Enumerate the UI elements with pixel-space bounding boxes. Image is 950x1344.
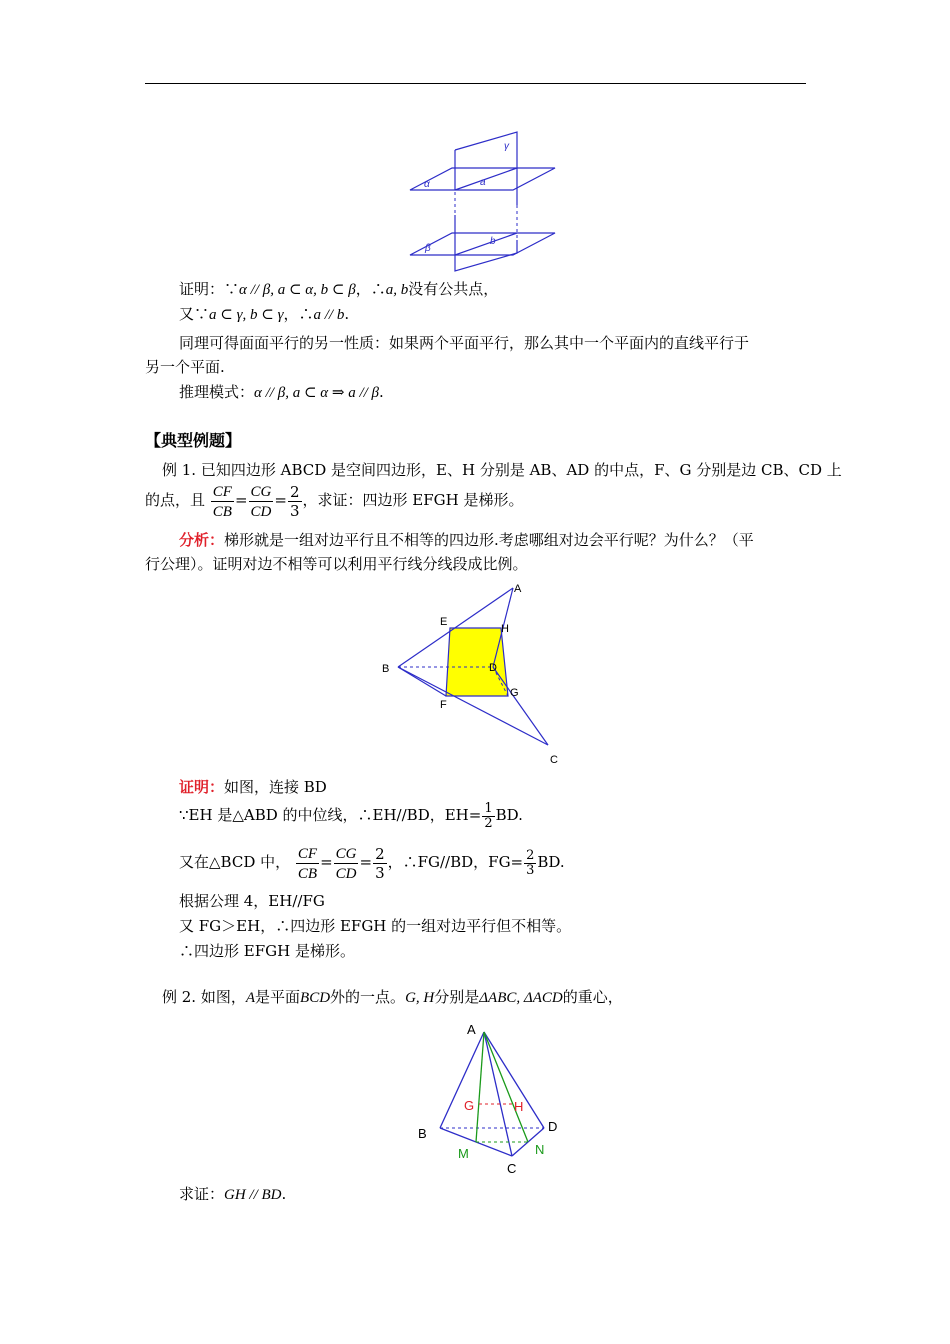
label-N3: N: [535, 1142, 545, 1157]
prove-gh-bd: 求证：GH // BD.: [179, 1185, 287, 1203]
label-B3: B: [418, 1126, 427, 1141]
section-title: 【典型例题】: [145, 431, 242, 450]
label-a: a: [480, 177, 486, 188]
label-gamma: γ: [504, 141, 509, 152]
label-G: G: [510, 687, 519, 699]
label-D: D: [489, 662, 497, 674]
proof1-line2: 又∵a ⊂ γ, b ⊂ γ，∴a // b.: [179, 305, 350, 323]
analysis-label: 分析：: [179, 531, 225, 549]
figure-tetrahedron: [412, 1018, 572, 1180]
label-G3: G: [464, 1098, 475, 1113]
line-a: [455, 168, 517, 190]
example1-line2: 的点，且 $\frac{CF}{CB}$ = $\frac{CG}{CD}$ = $\frac{2}{3}$ ，求证：四边形 EFGH 是梯形。: [145, 482, 524, 520]
label-E: E: [440, 616, 448, 628]
property-line1: 同理可得面面平行的另一性质：如果两个平面平行，那么其中一个平面内的直线平行于: [179, 334, 750, 352]
proof2-line3: 又在△BCD 中， $\frac{CF}{CB}$ = $\frac{CG}{CD}$ = $\frac{2}{3}$ ，∴FG//BD，FG= $\frac{2}{3}$ BD.: [179, 844, 565, 882]
plane-beta: [410, 233, 555, 255]
label-B: B: [382, 663, 390, 675]
proof2-line4: 根据公理 4，EH//FG: [179, 892, 325, 910]
property-line2: 另一个平面.: [145, 358, 225, 376]
fraction-2-3-3: $\frac{2}{3}$: [526, 847, 535, 878]
label-A: A: [514, 583, 522, 595]
plane-gamma: [455, 132, 517, 271]
label-M3: M: [458, 1146, 469, 1161]
analysis-line1: 分析：梯形就是一组对边平行且不相等的四边形.考虑哪组对边会平行呢？为什么？（平: [179, 531, 754, 549]
analysis-line2: 行公理）。证明对边不相等可以利用平行线分线段成比例。: [145, 555, 528, 573]
reasoning-mode: 推理模式：α // β, a ⊂ α ⇒ a // β.: [179, 383, 384, 401]
label-F: F: [440, 699, 447, 711]
fraction-cg-cd: $\frac{CG}{CD}$: [250, 483, 272, 520]
label-C: C: [550, 754, 558, 766]
figure-planes: [400, 125, 565, 275]
fraction-cf-cb: $\frac{CF}{CB}$: [212, 483, 232, 520]
fraction-cf-cb-2: $\frac{CF}{CB}$: [297, 845, 318, 882]
fraction-2-3: $\frac{2}{3}$: [289, 482, 300, 520]
example1-line1: 例 1. 已知四边形 ABCD 是空间四边形，E、H 分别是 AB、AD 的中点，F、G 分别是边 CB、CD 上: [162, 461, 842, 479]
proof2-line1: 证明：如图，连接 BD: [179, 778, 327, 796]
line-b: [455, 233, 517, 255]
proof1-line1: 证明：∵α // β, a ⊂ α, b ⊂ β，∴a, b没有公共点，: [179, 280, 499, 298]
fraction-1-2: $\frac{1}{2}$: [484, 800, 493, 831]
proof2-line2: ∵EH 是△ABD 的中位线，∴EH//BD，EH= $\frac{1}{2}$ BD.: [179, 800, 523, 831]
fraction-cg-cd-2: $\frac{CG}{CD}$: [335, 845, 357, 882]
label-D3: D: [548, 1119, 558, 1134]
label-beta: β: [425, 243, 431, 254]
label-H: H: [501, 623, 509, 635]
example2-line1: 例 2. 如图，A是平面BCD外的一点。G, H分别是ΔABC, ΔACD的重心，: [162, 988, 623, 1006]
header-rule: [145, 83, 806, 84]
label-alpha: α: [424, 179, 430, 190]
label-H3: H: [514, 1099, 524, 1114]
figure-trapezoid: [378, 578, 568, 770]
trapezoid-efgh: [446, 628, 508, 696]
label-b: b: [490, 236, 496, 247]
proof2-line5: 又 FG＞EH，∴四边形 EFGH 的一组对边平行但不相等。: [179, 917, 572, 935]
fraction-2-3-2: $\frac{2}{3}$: [375, 844, 385, 882]
label-A3: A: [467, 1022, 476, 1037]
proof-label: 证明：: [179, 778, 225, 796]
label-C3: C: [507, 1161, 517, 1176]
proof2-line6: ∴四边形 EFGH 是梯形。: [179, 942, 355, 960]
